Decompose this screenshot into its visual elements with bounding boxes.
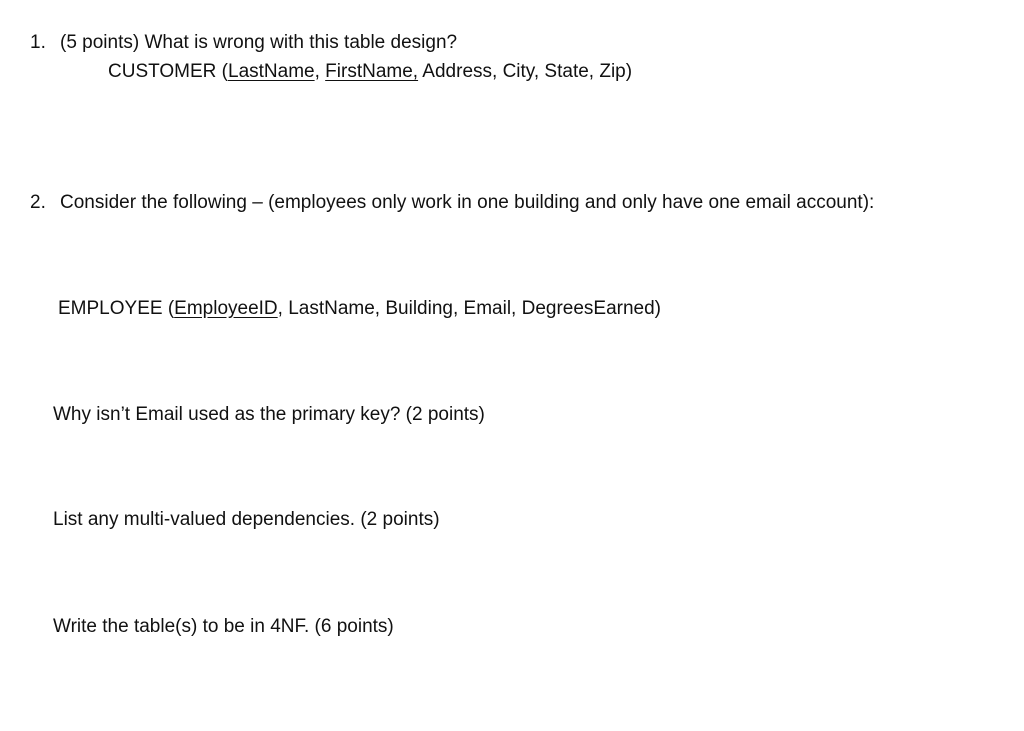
customer-attributes: Address, City, State, Zip) [418,61,633,82]
employee-table-name: EMPLOYEE [58,298,163,319]
question-1-text: (5 points) What is wrong with this table design? [60,32,458,53]
question-2-part-4nf: Write the table(s) to be in 4NF. (6 points) [53,616,394,637]
question-2-text: Consider the following – (employees only work in one building and only have one email account): [60,192,875,213]
question-2-part-mvd: List any multi-valued dependencies. (2 points) [53,509,440,530]
schema-separator: , [314,61,326,82]
key-employeeid: EmployeeID [174,298,278,319]
employee-attributes: , LastName, Building, Email, DegreesEarned) [277,298,662,319]
question-1 [30,31,457,55]
customer-schema [108,60,632,84]
schema-paren: ( [216,61,228,82]
question-2 [30,191,874,215]
key-lastname: LastName [228,61,315,82]
customer-table-name: CUSTOMER [108,61,217,82]
key-firstname: FirstName, [325,61,419,82]
question-1-number: 1. [30,32,46,53]
employee-schema [58,297,661,321]
schema-paren: ( [162,298,175,319]
question-2-number: 2. [30,192,46,213]
question-2-part-primary-key: Why isn’t Email used as the primary key? (2 points) [53,404,485,425]
